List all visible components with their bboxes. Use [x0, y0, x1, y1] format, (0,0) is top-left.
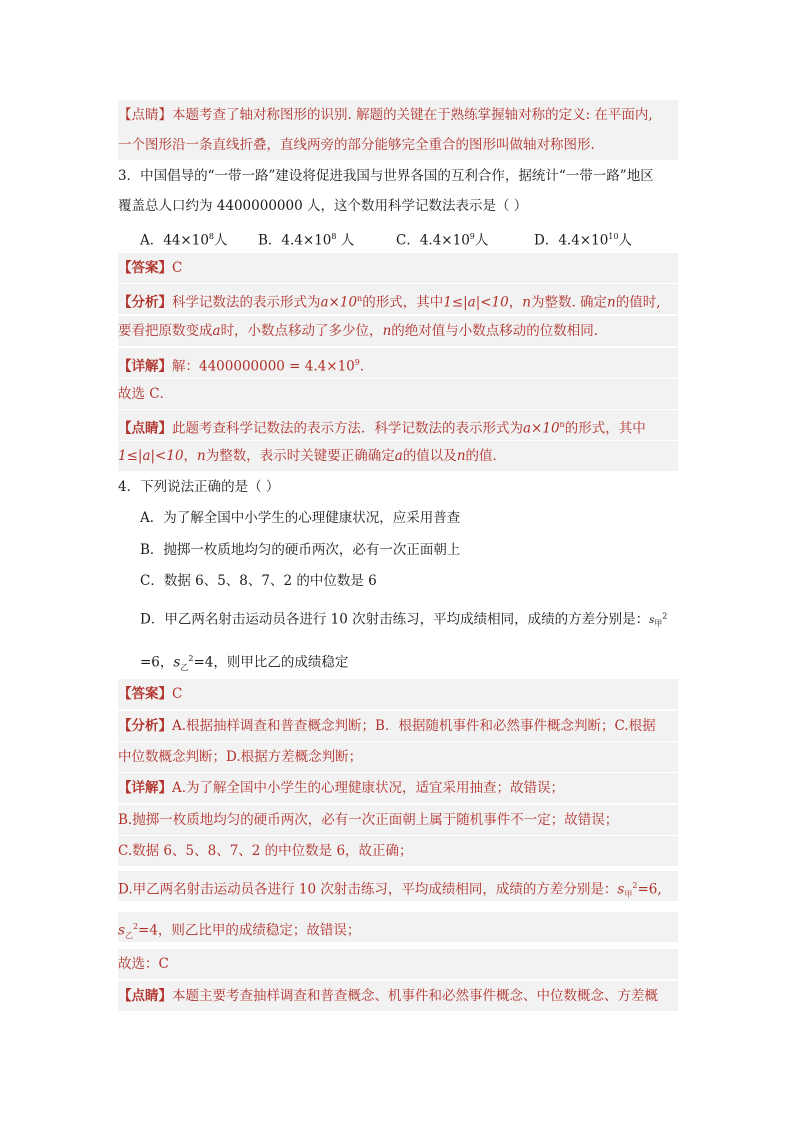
tip-3: 1≤|a|<10，n为整数，表示时关键要正确确定a的值以及n的值． — [118, 441, 678, 471]
answer-3: 【答案】C — [118, 253, 678, 283]
question-3-stem: 3．中国倡导的“一带一路”建设将促进我国与世界各国的互利合作，据统计“一带一路”地区 — [118, 168, 654, 184]
option-b: B．$4.4\times 10^8$ 人 — [258, 232, 355, 249]
option-a: A．$44\times 10^8$人 — [140, 232, 228, 249]
choice-4: 故选：C — [118, 949, 678, 979]
question-4-option-a: A．为了解全国中小学生的心理健康状况，应采用普查 — [140, 510, 461, 526]
question-3-options — [140, 222, 700, 252]
choice-3: 故选 C． — [118, 379, 678, 409]
detail-4: B.抛掷一枚质地均匀的硬币两次，必有一次正面朝上属于随机事件不一定；故错误； — [118, 805, 678, 835]
detail-4: D.甲乙两名射击运动员各进行 10 次射击练习，平均成绩相同，成绩的方差分别是：$s_甲^2=6$, — [118, 871, 678, 901]
analysis-3: 【分析】科学记数法的表示形式为$a\times 10^n$的形式，其中1≤|a|<10，n为整数. 确定n的值时, — [118, 284, 678, 314]
tip-3: 【点睛】此题考查科学记数法的表示方法．科学记数法的表示形式为$a\times 10^n$的形式，其中 — [118, 410, 678, 440]
detail-4: C.数据 6、5、8、7、2 的中位数是 6，故正确； — [118, 836, 678, 866]
detail-4: 【详解】A.为了解全国中小学生的心理健康状况，适宜采用抽查；故错误； — [118, 773, 678, 803]
tip-4: 【点睛】本题主要考查抽样调查和普查概念、机事件和必然事件概念、中位数概念、方差概 — [118, 981, 678, 1011]
answer-4: 【答案】C — [118, 679, 678, 709]
tip-block-line: 【点睛】本题考查了轴对称图形的识别. 解题的关键在于熟练掌握轴对称的定义: 在平面内, — [118, 100, 678, 130]
analysis-3: 要看把原数变成a时，小数点移动了多少位，n的绝对值与小数点移动的位数相同. — [118, 316, 678, 346]
analysis-4: 【分析】A.根据抽样调查和普查概念判断；B．根据随机事件和必然事件概念判断；C.根据 — [118, 711, 678, 741]
analysis-4: 中位数概念判断；D.根据方差概念判断； — [118, 742, 678, 772]
question-4-option-c: C．数据 6、5、8、7、2 的中位数是 6 — [140, 573, 377, 589]
question-4-option-b: B．抛掷一枚质地均匀的硬币两次，必有一次正面朝上 — [140, 542, 461, 558]
tip-block-line: 一个图形沿一条直线折叠，直线两旁的部分能够完全重合的图形叫做轴对称图形. — [118, 130, 678, 160]
detail-4: $s_乙^2=4$，则乙比甲的成绩稳定；故错误； — [118, 912, 678, 942]
question-4-option-d: =6，$s_乙^2=4$，则甲比乙的成绩稳定 — [140, 654, 349, 673]
detail-3: 【详解】解：$4400000000 = 4.4\times 10^9$． — [118, 348, 678, 378]
question-3-stem: 覆盖总人口约为 4400000000 人，这个数用科学记数法表示是（ ） — [118, 198, 528, 214]
question-4-stem: 4．下列说法正确的是（ ） — [118, 479, 280, 495]
option-d: D．$4.4\times 10^{10}$人 — [534, 232, 632, 249]
option-c: C．$4.4\times 10^9$人 — [396, 232, 489, 249]
question-4-option-d: D．甲乙两名射击运动员各进行 10 次射击练习，平均成绩相同，成绩的方差分别是：$s_甲^2$ — [140, 611, 668, 629]
